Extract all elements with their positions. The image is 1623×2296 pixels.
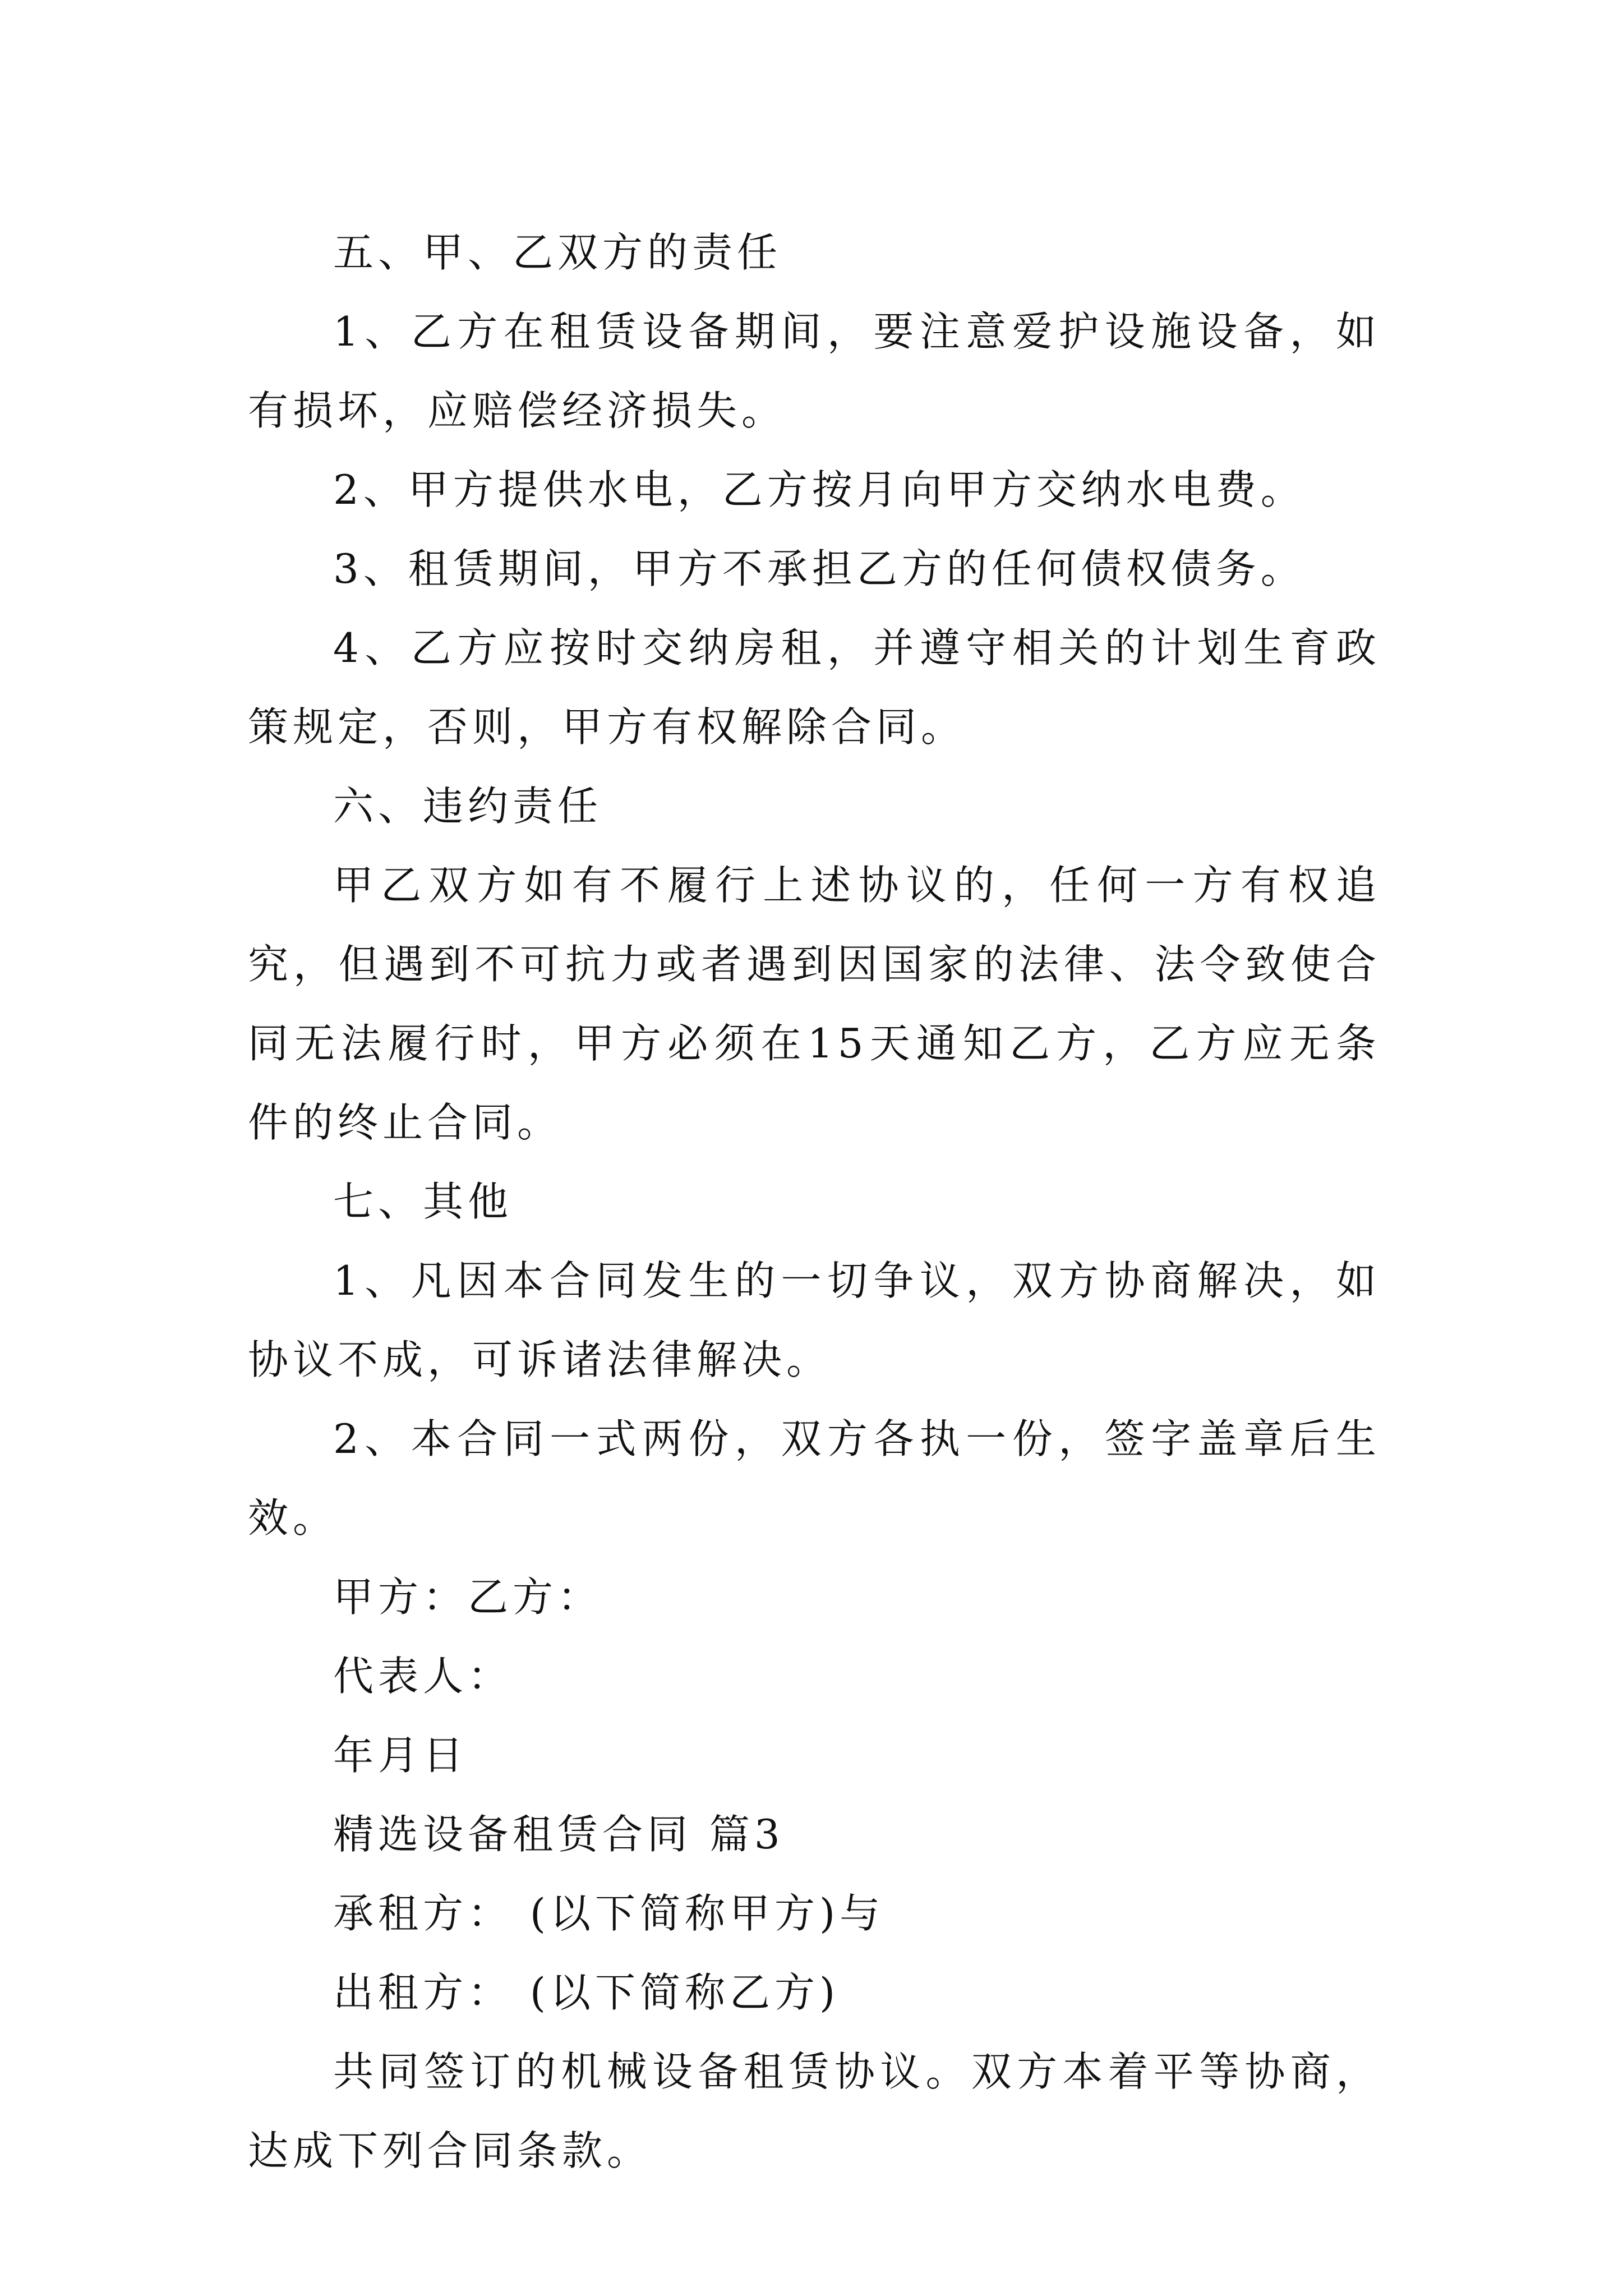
document-body: [248, 213, 1381, 2191]
clause-7-1: 1、凡因本合同发生的一切争议，双方协商解决，如协议不成，可诉诸法律解决。: [248, 1257, 1381, 1383]
signature-representative: 代表人：: [333, 1653, 513, 1700]
breach-paragraph: 甲乙双方如有不履行上述协议的，任何一方有权追究，但遇到不可抗力或者遇到因国家的法律、法令致使合同无法履行时，甲方必须在15天通知乙方，乙方应无条件的终止合同。: [248, 862, 1381, 1146]
section-heading-responsibilities: 五、甲、乙双方的责任: [333, 229, 782, 276]
agreement-intro: 共同签订的机械设备租赁协议。双方本着平等协商，达成下列合同条款。: [248, 2048, 1381, 2174]
lessor-line: 出租方： (以下简称乙方): [333, 1969, 840, 2016]
clause-5-2: 2、甲方提供水电，乙方按月向甲方交纳水电费。: [333, 466, 1306, 513]
clause-5-4: 4、乙方应按时交纳房租，并遵守相关的计划生育政策规定，否则，甲方有权解除合同。: [248, 624, 1381, 751]
clause-5-3: 3、租赁期间，甲方不承担乙方的任何债权债务。: [333, 545, 1306, 592]
section-heading-other: 七、其他: [333, 1178, 513, 1225]
clause-7-2: 2、本合同一式两份，双方各执一份，签字盖章后生效。: [248, 1415, 1381, 1542]
clause-5-1: 1、乙方在租赁设备期间，要注意爱护设施设备，如有损坏，应赔偿经济损失。: [248, 308, 1381, 434]
signature-date: 年月日: [333, 1732, 468, 1779]
signature-parties: 甲方：乙方：: [333, 1573, 603, 1621]
contract-title: 精选设备租赁合同 篇3: [333, 1811, 785, 1858]
lessee-line: 承租方： (以下简称甲方)与: [333, 1890, 885, 1937]
section-heading-breach: 六、违约责任: [333, 783, 603, 830]
